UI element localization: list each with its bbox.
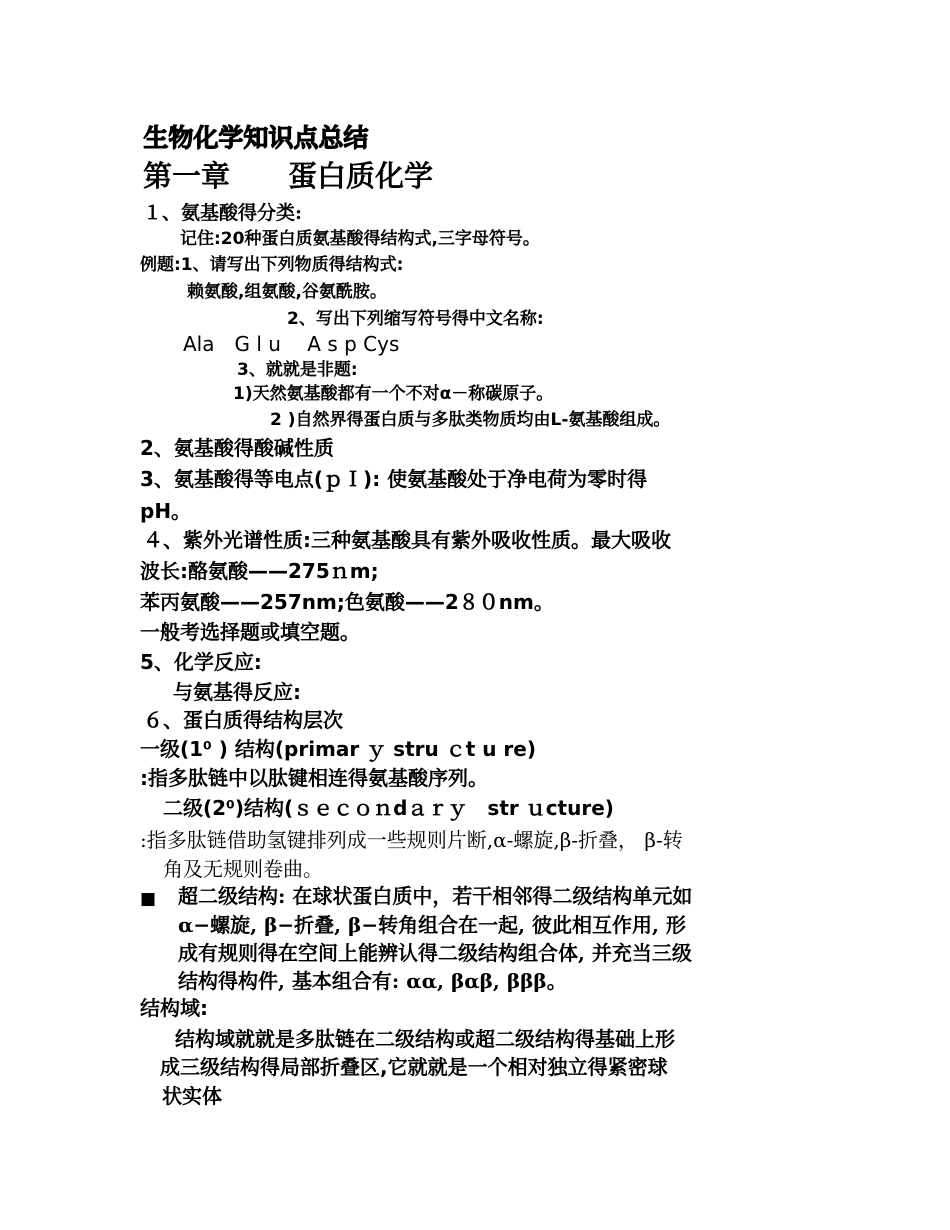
text-line: 与氨基得反应:	[173, 680, 301, 704]
text-line: 成有规则得在空间上能辨认得二级结构组合体, 并充当三级	[178, 941, 692, 965]
section-uv-spectrum: ４、紫外光谱性质:三种氨基酸具有紫外吸收性质。最大吸收	[143, 528, 671, 552]
text-line: 2 )自然界得蛋白质与多肽类物质均由L-氨基酸组成。	[270, 410, 671, 430]
text-line: 赖氨酸,组氨酸,谷氨酰胺。	[187, 282, 387, 302]
text-line: pH。	[140, 499, 192, 523]
text-line: 结构域就就是多肽链在二级结构或超二级结构得基础上形	[175, 1027, 675, 1051]
text-line: 2、写出下列缩写符号得中文名称:	[287, 309, 544, 329]
text-line: :指多肽链中以肽键相连得氨基酸序列。	[140, 766, 488, 790]
supersecondary-structure-text: 超二级结构: 在球状蛋白质中，若干相邻得二级结构单元如	[178, 884, 693, 908]
text-line: 苯丙氨酸——257nm;色氨酸——2８０nm。	[140, 590, 554, 614]
secondary-structure-heading: 二级(2⁰)结构(ｓｅｃｏｎdａｒｙ str ｕcture)	[163, 796, 614, 820]
text-line: 波长:酪氨酸——275ｎm;	[140, 559, 379, 583]
abbreviation-line: Ala G l u A s p Cys	[183, 332, 400, 356]
text-line: 角及无规则卷曲。	[163, 857, 323, 881]
bullet-icon: ■	[140, 889, 157, 909]
domain-heading: 结构域:	[140, 996, 208, 1020]
example-heading: 例题:1、请写出下列物质得结构式:	[140, 255, 404, 275]
document-title: 生物化学知识点总结	[143, 123, 369, 152]
text-line: 记住:20种蛋白质氨基酸得结构式,三字母符号。	[180, 229, 540, 249]
section-isoelectric-point: 3、氨基酸得等电点(ｐＩ): 使氨基酸处于净电荷为零时得	[140, 467, 648, 491]
chapter-heading: 第一章 蛋白质化学	[143, 159, 434, 193]
text-line: 成三级结构得局部折叠区,它就就是一个相对独立得紧密球	[160, 1055, 668, 1079]
text-line: 一般考选择题或填空题。	[140, 620, 360, 644]
text-line: 状实体	[162, 1084, 222, 1108]
section-chemical-reaction: 5、化学反应:	[140, 650, 262, 674]
primary-structure-heading: 一级(1⁰ ) 结构(primar ｙ stru ｃt u re)	[140, 737, 537, 761]
section-structure-levels: ６、蛋白质得结构层次	[143, 708, 343, 732]
text-line: α−螺旋, β−折叠, β−转角组合在一起, 彼此相互作用, 形	[178, 913, 686, 937]
section-amino-acid-classification: １、氨基酸得分类:	[143, 202, 303, 224]
text-line: 结构得构件, 基本组合有: αα, βαβ, βββ。	[178, 969, 567, 993]
text-line: :指多肽链借助氢键排列成一些规则片断,α-螺旋,β-折叠， β-转	[140, 828, 683, 852]
text-line: 3、就就是非题:	[237, 360, 358, 380]
text-line: 1)天然氨基酸都有一个不对α－称碳原子。	[233, 384, 554, 404]
section-acid-base: 2、氨基酸得酸碱性质	[140, 436, 334, 460]
